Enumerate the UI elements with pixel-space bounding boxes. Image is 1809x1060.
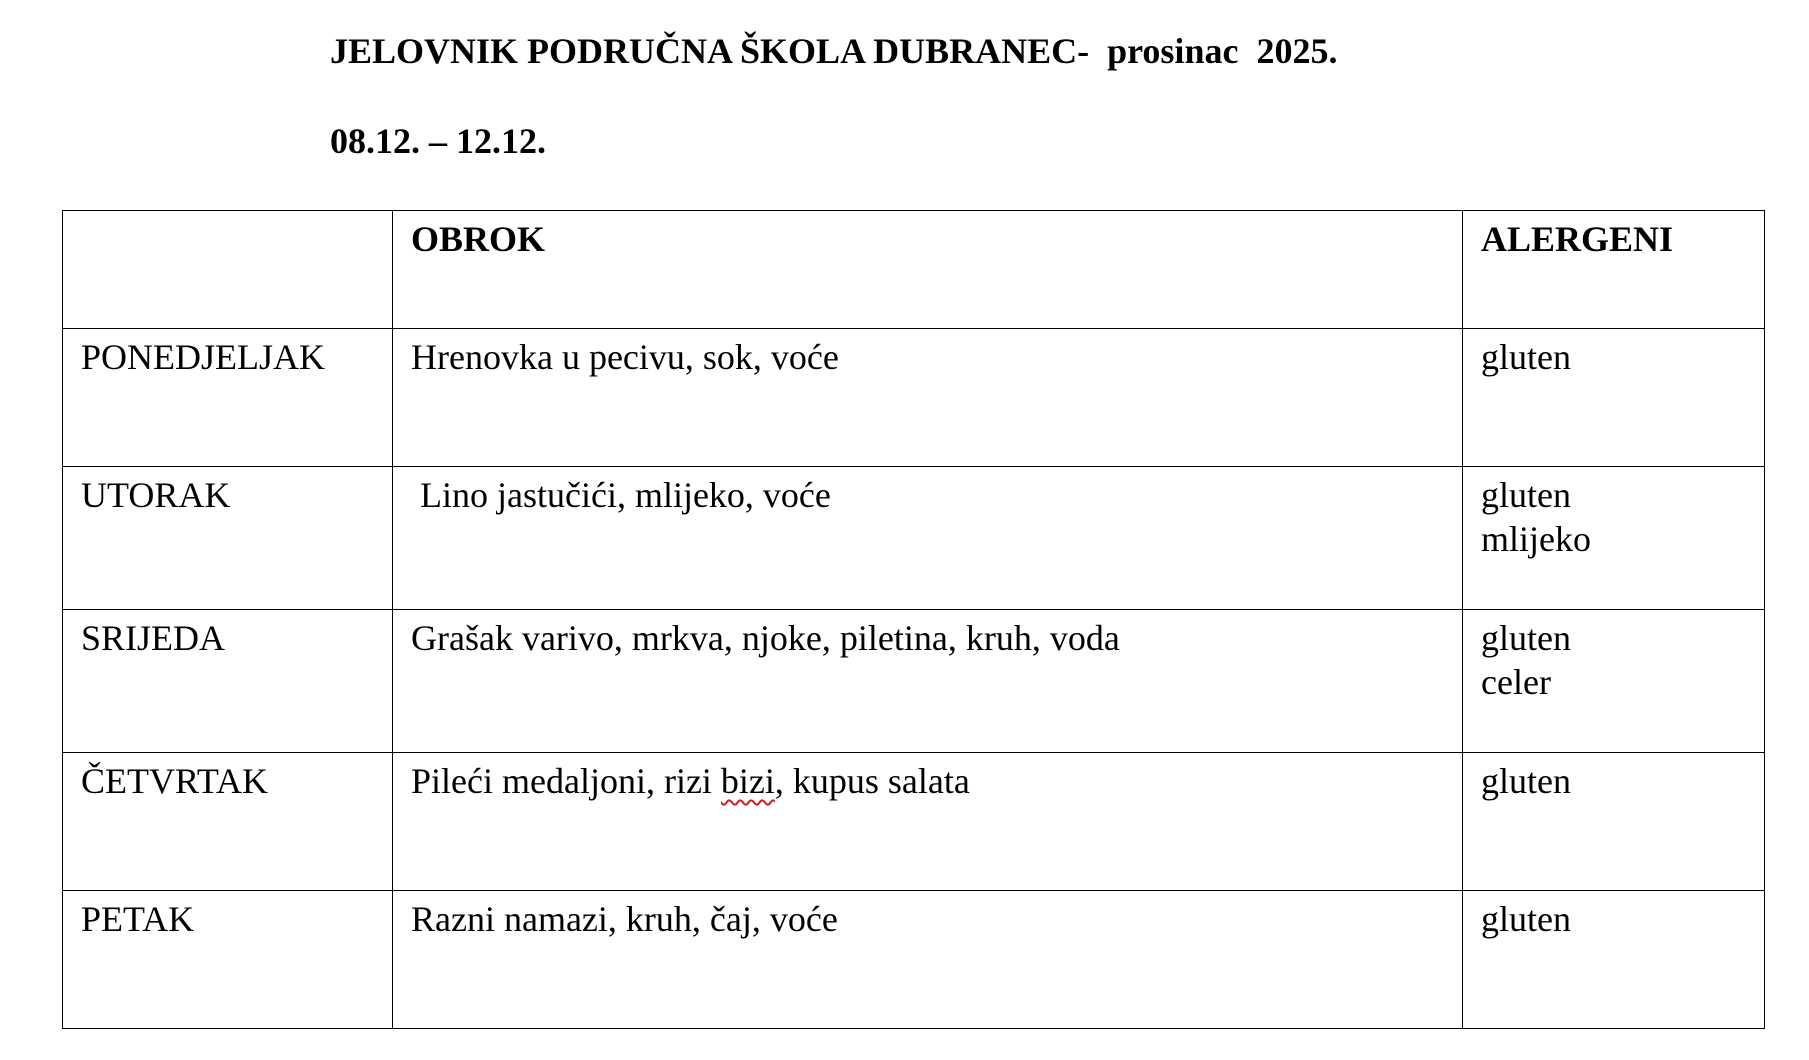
meal-text: Pileći medaljoni, rizi <box>411 761 721 801</box>
allergen-cell <box>1463 610 1765 753</box>
allergen-cell <box>1463 753 1765 891</box>
spellcheck-flagged-word[interactable]: bizi <box>720 761 775 801</box>
header-allergens: ALERGENI <box>1463 211 1765 329</box>
table-row-monday <box>63 329 1765 467</box>
day-cell: PONEDJELJAK <box>63 329 393 467</box>
meal-cell <box>393 753 1463 891</box>
allergen-item: gluten <box>1481 761 1571 801</box>
table-row-friday <box>63 891 1765 1029</box>
allergen-item: gluten <box>1481 618 1571 658</box>
day-cell: ČETVRTAK <box>63 753 393 891</box>
meal-cell: Razni namazi, kruh, čaj, voće <box>393 891 1463 1029</box>
table-header-row <box>63 211 1765 329</box>
allergen-item: gluten <box>1481 337 1571 377</box>
allergen-cell <box>1463 467 1765 610</box>
allergen-cell <box>1463 329 1765 467</box>
menu-table <box>62 210 1765 1029</box>
meal-cell: Grašak varivo, mrkva, njoke, piletina, kruh, voda <box>393 610 1463 753</box>
allergen-item: gluten <box>1481 899 1571 939</box>
allergen-item: gluten <box>1481 475 1571 515</box>
date-range: 08.12. – 12.12. <box>330 121 546 161</box>
table-row-wednesday <box>63 610 1765 753</box>
table-row-thursday <box>63 753 1765 891</box>
meal-cell: Lino jastučići, mlijeko, voće <box>393 467 1463 610</box>
document-title: JELOVNIK PODRUČNA ŠKOLA DUBRANEC- prosinac 2025. <box>330 31 1338 71</box>
header-day <box>63 211 393 329</box>
header-meal: OBROK <box>393 211 1463 329</box>
day-cell: UTORAK <box>63 467 393 610</box>
day-cell: PETAK <box>63 891 393 1029</box>
allergen-item: mlijeko <box>1481 519 1591 559</box>
day-cell: SRIJEDA <box>63 610 393 753</box>
allergen-cell <box>1463 891 1765 1029</box>
meal-cell: Hrenovka u pecivu, sok, voće <box>393 329 1463 467</box>
allergen-item: celer <box>1481 662 1551 702</box>
meal-text: , kupus salata <box>774 761 970 801</box>
table-row-tuesday <box>63 467 1765 610</box>
